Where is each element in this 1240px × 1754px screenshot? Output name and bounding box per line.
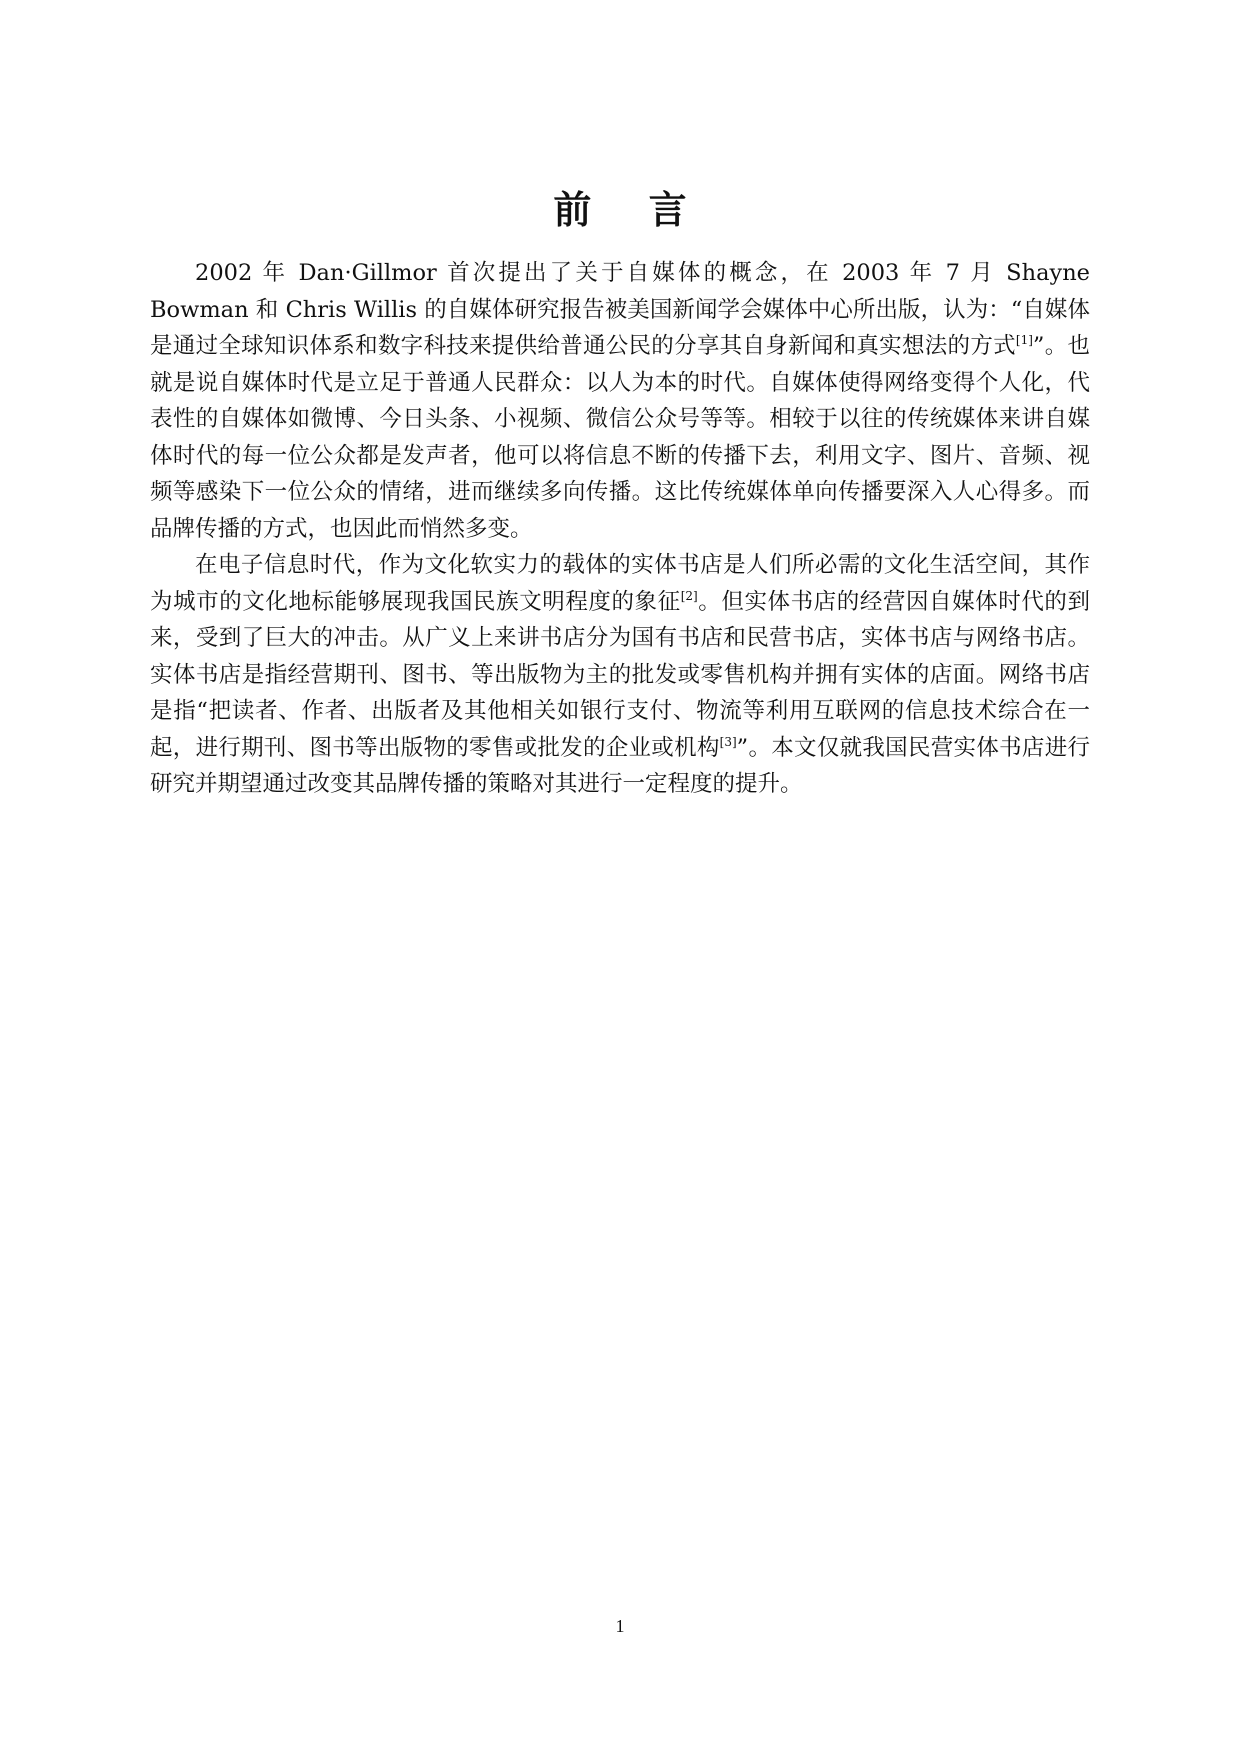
- citation-ref: [3]: [719, 734, 737, 749]
- paragraph-text: ”。本文仅就我国民营实体书店进行研究并期望通过改变其品牌传播的策略对其进行一定程度的提升。: [150, 734, 1090, 797]
- paragraph-2: [150, 547, 1090, 803]
- paragraph-text: 2002 年 Dan·Gillmor 首次提出了关于自媒体的概念，在 2003 年 7 月 Shayne Bowman 和 Chris Willis 的自媒体研究报告被美国新闻学会媒体中心所出版，认为：“自媒体是通过全球知识体系和数字科技来提供给普通公民的分享其自身新闻和真实想法的方式: [150, 260, 1090, 359]
- paragraph-text: ”。也就是说自媒体时代是立足于普通人民群众：以人为本的时代。自媒体使得网络变得个人化，代表性的自媒体如微博、今日头条、小视频、微信公众号等等。相较于以往的传统媒体来讲自媒体时代的每一位公众都是发声者，他可以将信息不断的传播下去，利用文字、图片、音频、视频等感染下一位公众的情绪，进而继续多向传播。这比传统媒体单向传播要深入人心得多。而品牌传播的方式，也因此而悄然多变。: [150, 333, 1090, 542]
- paragraph-text: 在电子信息时代，作为文化软实力的载体的实体书店是人们所必需的文化生活空间，其作为城市的文化地标能够展现我国民族文明程度的象征: [150, 552, 1090, 615]
- paragraph-text: 。但实体书店的经营因自媒体时代的到来，受到了巨大的冲击。从广义上来讲书店分为国有书店和民营书店，实体书店与网络书店。实体书店是指经营期刊、图书、等出版物为主的批发或零售机构并拥有实体的店面。网络书店是指“把读者、作者、出版者及其他相关如银行支付、物流等利用互联网的信息技术综合在一起，进行期刊、图书等出版物的零售或批发的企业或机构: [150, 588, 1090, 761]
- document-body: [150, 255, 1090, 803]
- citation-ref: [1]: [1015, 333, 1033, 347]
- page-number: 1: [615, 1616, 625, 1636]
- page-title: 前 言: [553, 188, 709, 232]
- citation-ref: [2]: [680, 588, 698, 603]
- paragraph-1: [150, 255, 1090, 547]
